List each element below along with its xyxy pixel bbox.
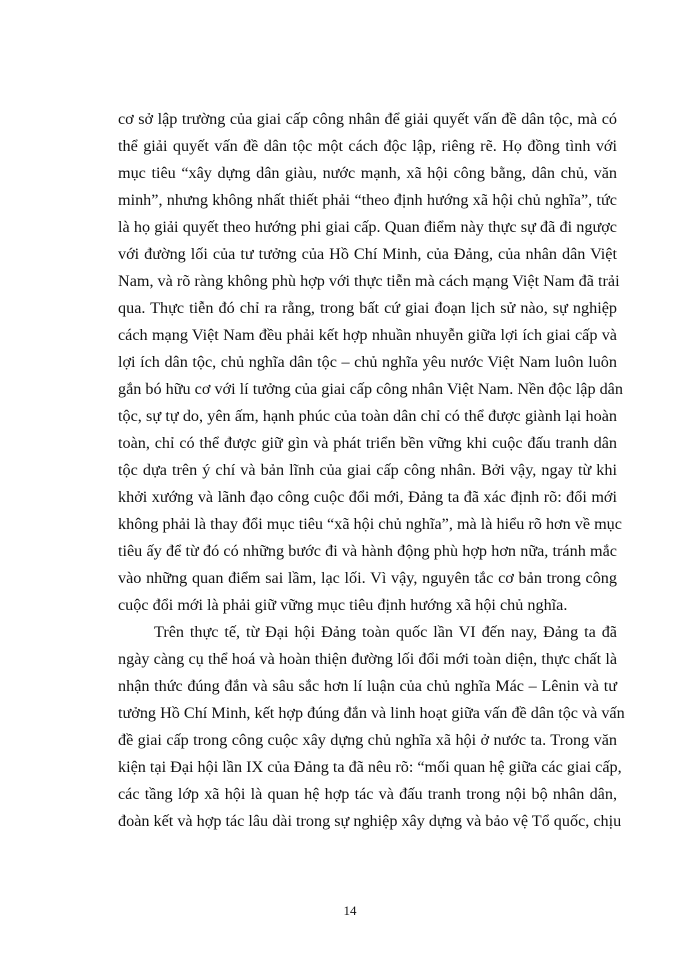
paragraph-1-line: mục tiêu “xây dựng dân giàu, nước mạnh, xã hội công bằng, dân chủ, văn (118, 164, 617, 182)
paragraph-2-line: nhận thức đúng đắn và sâu sắc hơn lí luận của chủ nghĩa Mác – Lênin và tư (118, 677, 617, 695)
paragraph-1-line: cuộc đổi mới là phải giữ vững mục tiêu định hướng xã hội chủ nghĩa. (118, 596, 568, 614)
paragraph-1-line: với đường lối của tư tưởng của Hồ Chí Minh, của Đảng, của nhân dân Việt (118, 245, 617, 263)
paragraph-2-line: kiện tại Đại hội lần IX của Đảng ta đã nêu rõ: “mối quan hệ giữa các giai cấp, (118, 758, 622, 776)
paragraph-1-line: cách mạng Việt Nam đều phải kết hợp nhuần nhuyễn giữa lợi ích giai cấp và (118, 326, 617, 344)
paragraph-1-line: vào những quan điểm sai lầm, lạc lối. Vì vậy, nguyên tắc cơ bản trong công (118, 569, 617, 587)
paragraph-1-line: cơ sở lập trường của giai cấp công nhân để giải quyết vấn đề dân tộc, mà có (118, 110, 617, 128)
paragraph-1-line: tiêu ấy để từ đó có những bước đi và hành động phù hợp hơn nữa, tránh mắc (118, 542, 617, 560)
page-number: 14 (343, 903, 357, 918)
paragraph-1-line: thể giải quyết vấn đề dân tộc một cách độc lập, riêng rẽ. Họ đồng tình với (118, 137, 617, 155)
paragraph-2-line: Trên thực tế, từ Đại hội Đảng toàn quốc lần VI đến nay, Đảng ta đã (154, 623, 617, 641)
paragraph-2-line: ngày càng cụ thể hoá và hoàn thiện đường lối đổi mới toàn diện, thực chất là (118, 650, 617, 668)
body-text (118, 106, 625, 835)
paragraph-1-line: Nam, và rõ ràng không phù hợp với thực tiễn mà cách mạng Việt Nam đã trải (118, 272, 620, 290)
paragraph-1-line: qua. Thực tiễn đó chỉ ra rằng, trong bất cứ giai đoạn lịch sử nào, sự nghiệp (118, 299, 617, 317)
paragraph-1-line: gắn bó hữu cơ với lí tưởng của giai cấp công nhân Việt Nam. Nền độc lập dân (118, 380, 623, 398)
paragraph-2-line: đoàn kết và hợp tác lâu dài trong sự nghiệp xây dựng và bảo vệ Tổ quốc, chịu (118, 812, 622, 830)
paragraph-1-line: không phải là thay đổi mục tiêu “xã hội chủ nghĩa”, mà là hiểu rõ hơn về mục (118, 515, 622, 533)
paragraph-1-line: minh”, nhưng không nhất thiết phải “theo định hướng xã hội chủ nghĩa”, tức (118, 191, 617, 209)
paragraph-1-line: lợi ích dân tộc, chủ nghĩa dân tộc – chủ nghĩa yêu nước Việt Nam luôn luôn (118, 353, 617, 371)
paragraph-1-line: là họ giải quyết theo hướng phi giai cấp. Quan điểm này thực sự đã đi ngược (118, 218, 617, 236)
paragraph-1-line: toàn, chỉ có thể được giữ gìn và phát triển bền vững khi cuộc đấu tranh dân (118, 434, 617, 452)
paragraph-2-line: đề giai cấp trong công cuộc xây dựng chủ nghĩa xã hội ở nước ta. Trong văn (118, 731, 617, 749)
paragraph-1-line: tộc, sự tự do, yên ấm, hạnh phúc của toàn dân chỉ có thể được giành lại hoàn (118, 407, 617, 425)
paragraph-2-line: các tầng lớp xã hội là quan hệ hợp tác và đấu tranh trong nội bộ nhân dân, (118, 785, 617, 803)
paragraph-1-line: khởi xướng và lãnh đạo công cuộc đổi mới, Đảng ta đã xác định rõ: đổi mới (118, 488, 617, 506)
paragraph-1-line: tộc dựa trên ý chí và bản lĩnh của giai cấp công nhân. Bởi vậy, ngay từ khi (118, 461, 617, 479)
paragraph-2-line: tưởng Hồ Chí Minh, kết hợp đúng đắn và linh hoạt giữa vấn đề dân tộc và vấn (118, 704, 625, 722)
